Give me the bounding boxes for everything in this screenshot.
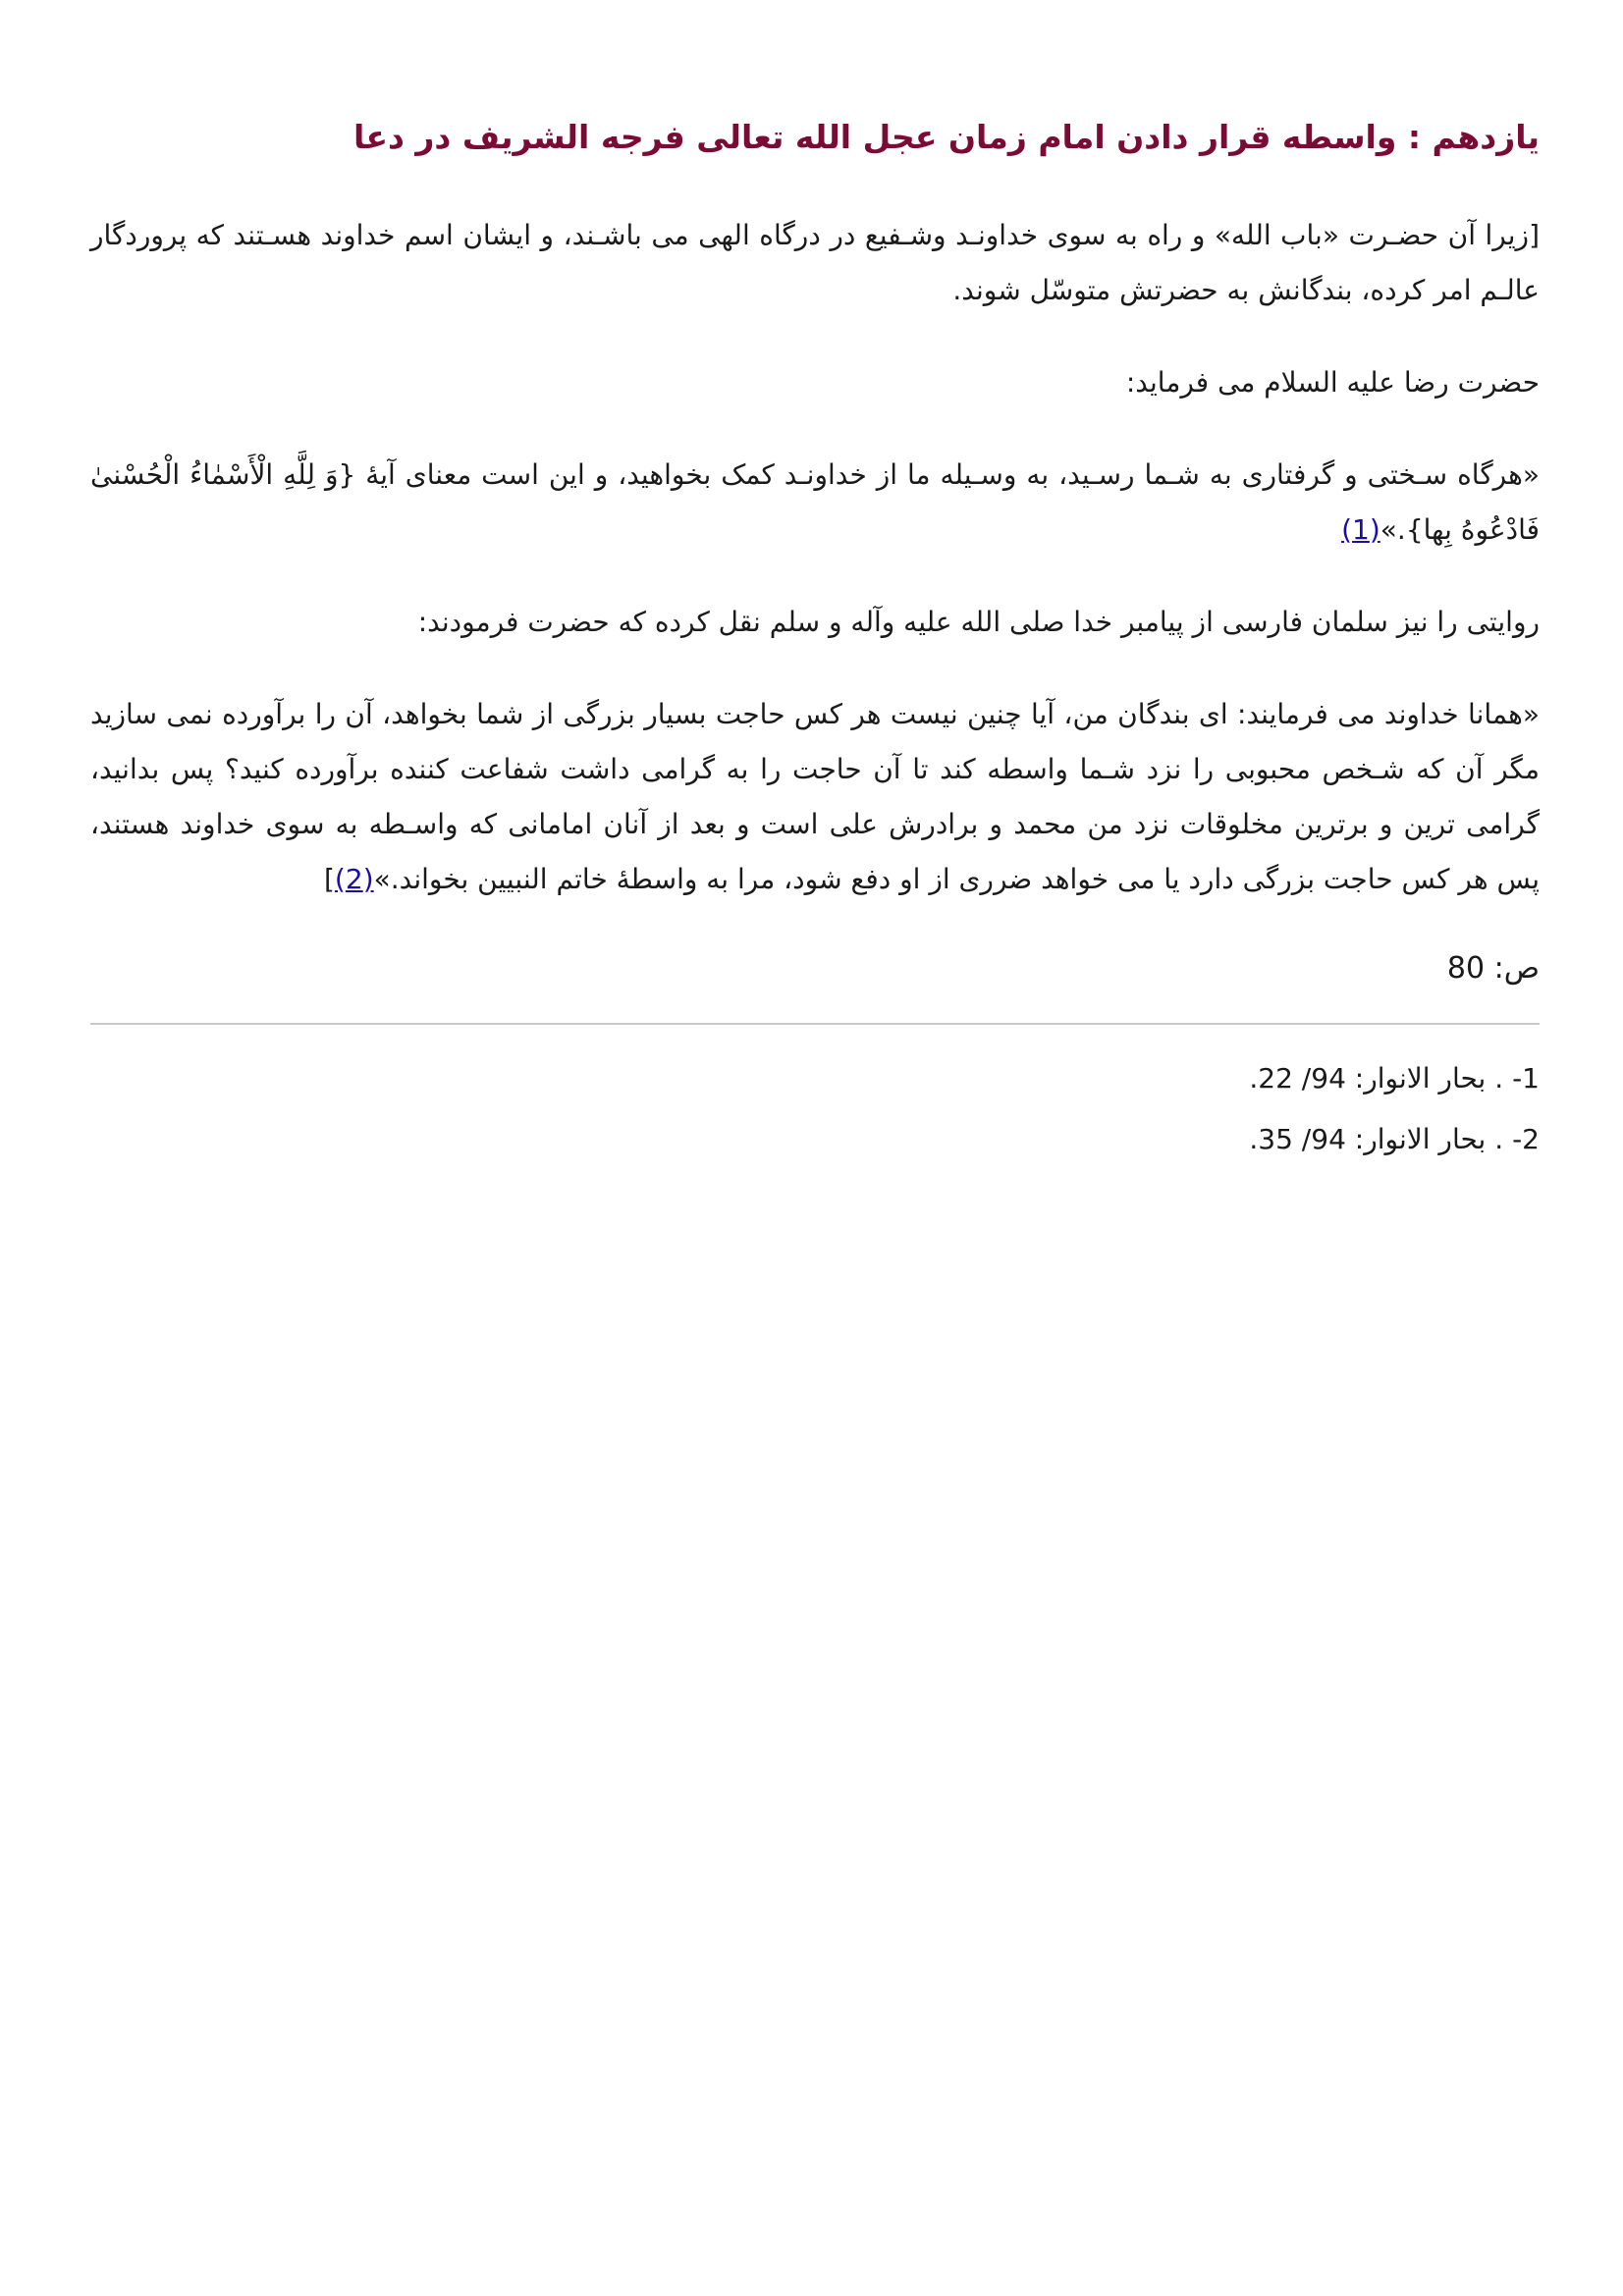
- closing-bracket: ]: [323, 863, 335, 895]
- section-heading: یازدهم : واسطه قرار دادن امام زمان عجل الله تعالی فرجه الشریف در دعا: [353, 118, 1540, 156]
- footnote-number: 1-: [1512, 1062, 1540, 1095]
- footnote-divider: [90, 1023, 1540, 1025]
- footnote-text: . بحار الانوار: 94/ 22.: [1249, 1062, 1504, 1095]
- paragraph-quote-intro-salman: روایتی را نیز سلمان فارسی از پیامبر خدا صلی الله علیه وآله و سلم نقل کرده که حضرت فرمودند:: [417, 606, 1540, 638]
- paragraph-quote-intro-reza: حضرت رضا علیه السلام می فرماید:: [1125, 366, 1540, 399]
- paragraph-quote-reza: [90, 448, 1540, 558]
- footnote-item: [90, 1109, 1540, 1170]
- document-page: [90, 116, 1540, 1170]
- footnote-text: . بحار الانوار: 94/ 35.: [1249, 1123, 1504, 1155]
- quote-salman-text: «همانا خداوند می فرمایند: ای بندگان من، آیا چنین نیست هر کس حاجت بسیار بزرگی از شما بخواهد، آن را برآورده نمی سازید مگر آن که شـخص محبوبی را نزد شـما واسطه کند تا آن حاجت را به گرامی داشت شفاعت کننده برآورده کنید؟ پس بدانید، گرامی ترین و برترین مخلوقات نزد من محمد و برادرش علی است و بعد از آنان امامانی که واسـطه به سوی خداوند هستند، پس هر کس حاجت بزرگی دارد یا می خواهد ضرری از او دفع شود، مرا به واسطهٔ خاتم النبیین بخواند.»: [90, 698, 1540, 895]
- paragraph-intro: [زیرا آن حضـرت «باب الله» و راه به سوی خداونـد وشـفیع در درگاه الهی می باشـند، و ایشان اسم خداوند هسـتند که پروردگار عالـم امر کرده، بندگانش به حضرتش متوسّل شوند.: [90, 219, 1540, 306]
- paragraph-quote-salman: [90, 687, 1540, 907]
- page-number: ص: 80: [1446, 951, 1540, 986]
- footnote-number: 2-: [1512, 1123, 1540, 1155]
- footnote-link-2[interactable]: (2): [334, 863, 374, 895]
- footnote-link-1[interactable]: (1): [1341, 513, 1380, 546]
- footnote-item: [90, 1048, 1540, 1109]
- quote-reza-text: «هرگاه سـختی و گرفتاری به شـما رسـید، به وسـیله ما از خداونـد کمک بخواهید، و این است معنای آیهٔ {وَ لِلَّهِ الْأَسْمٰاءُ الْحُسْنیٰ فَادْعُوهُ بِها}.»: [90, 458, 1540, 546]
